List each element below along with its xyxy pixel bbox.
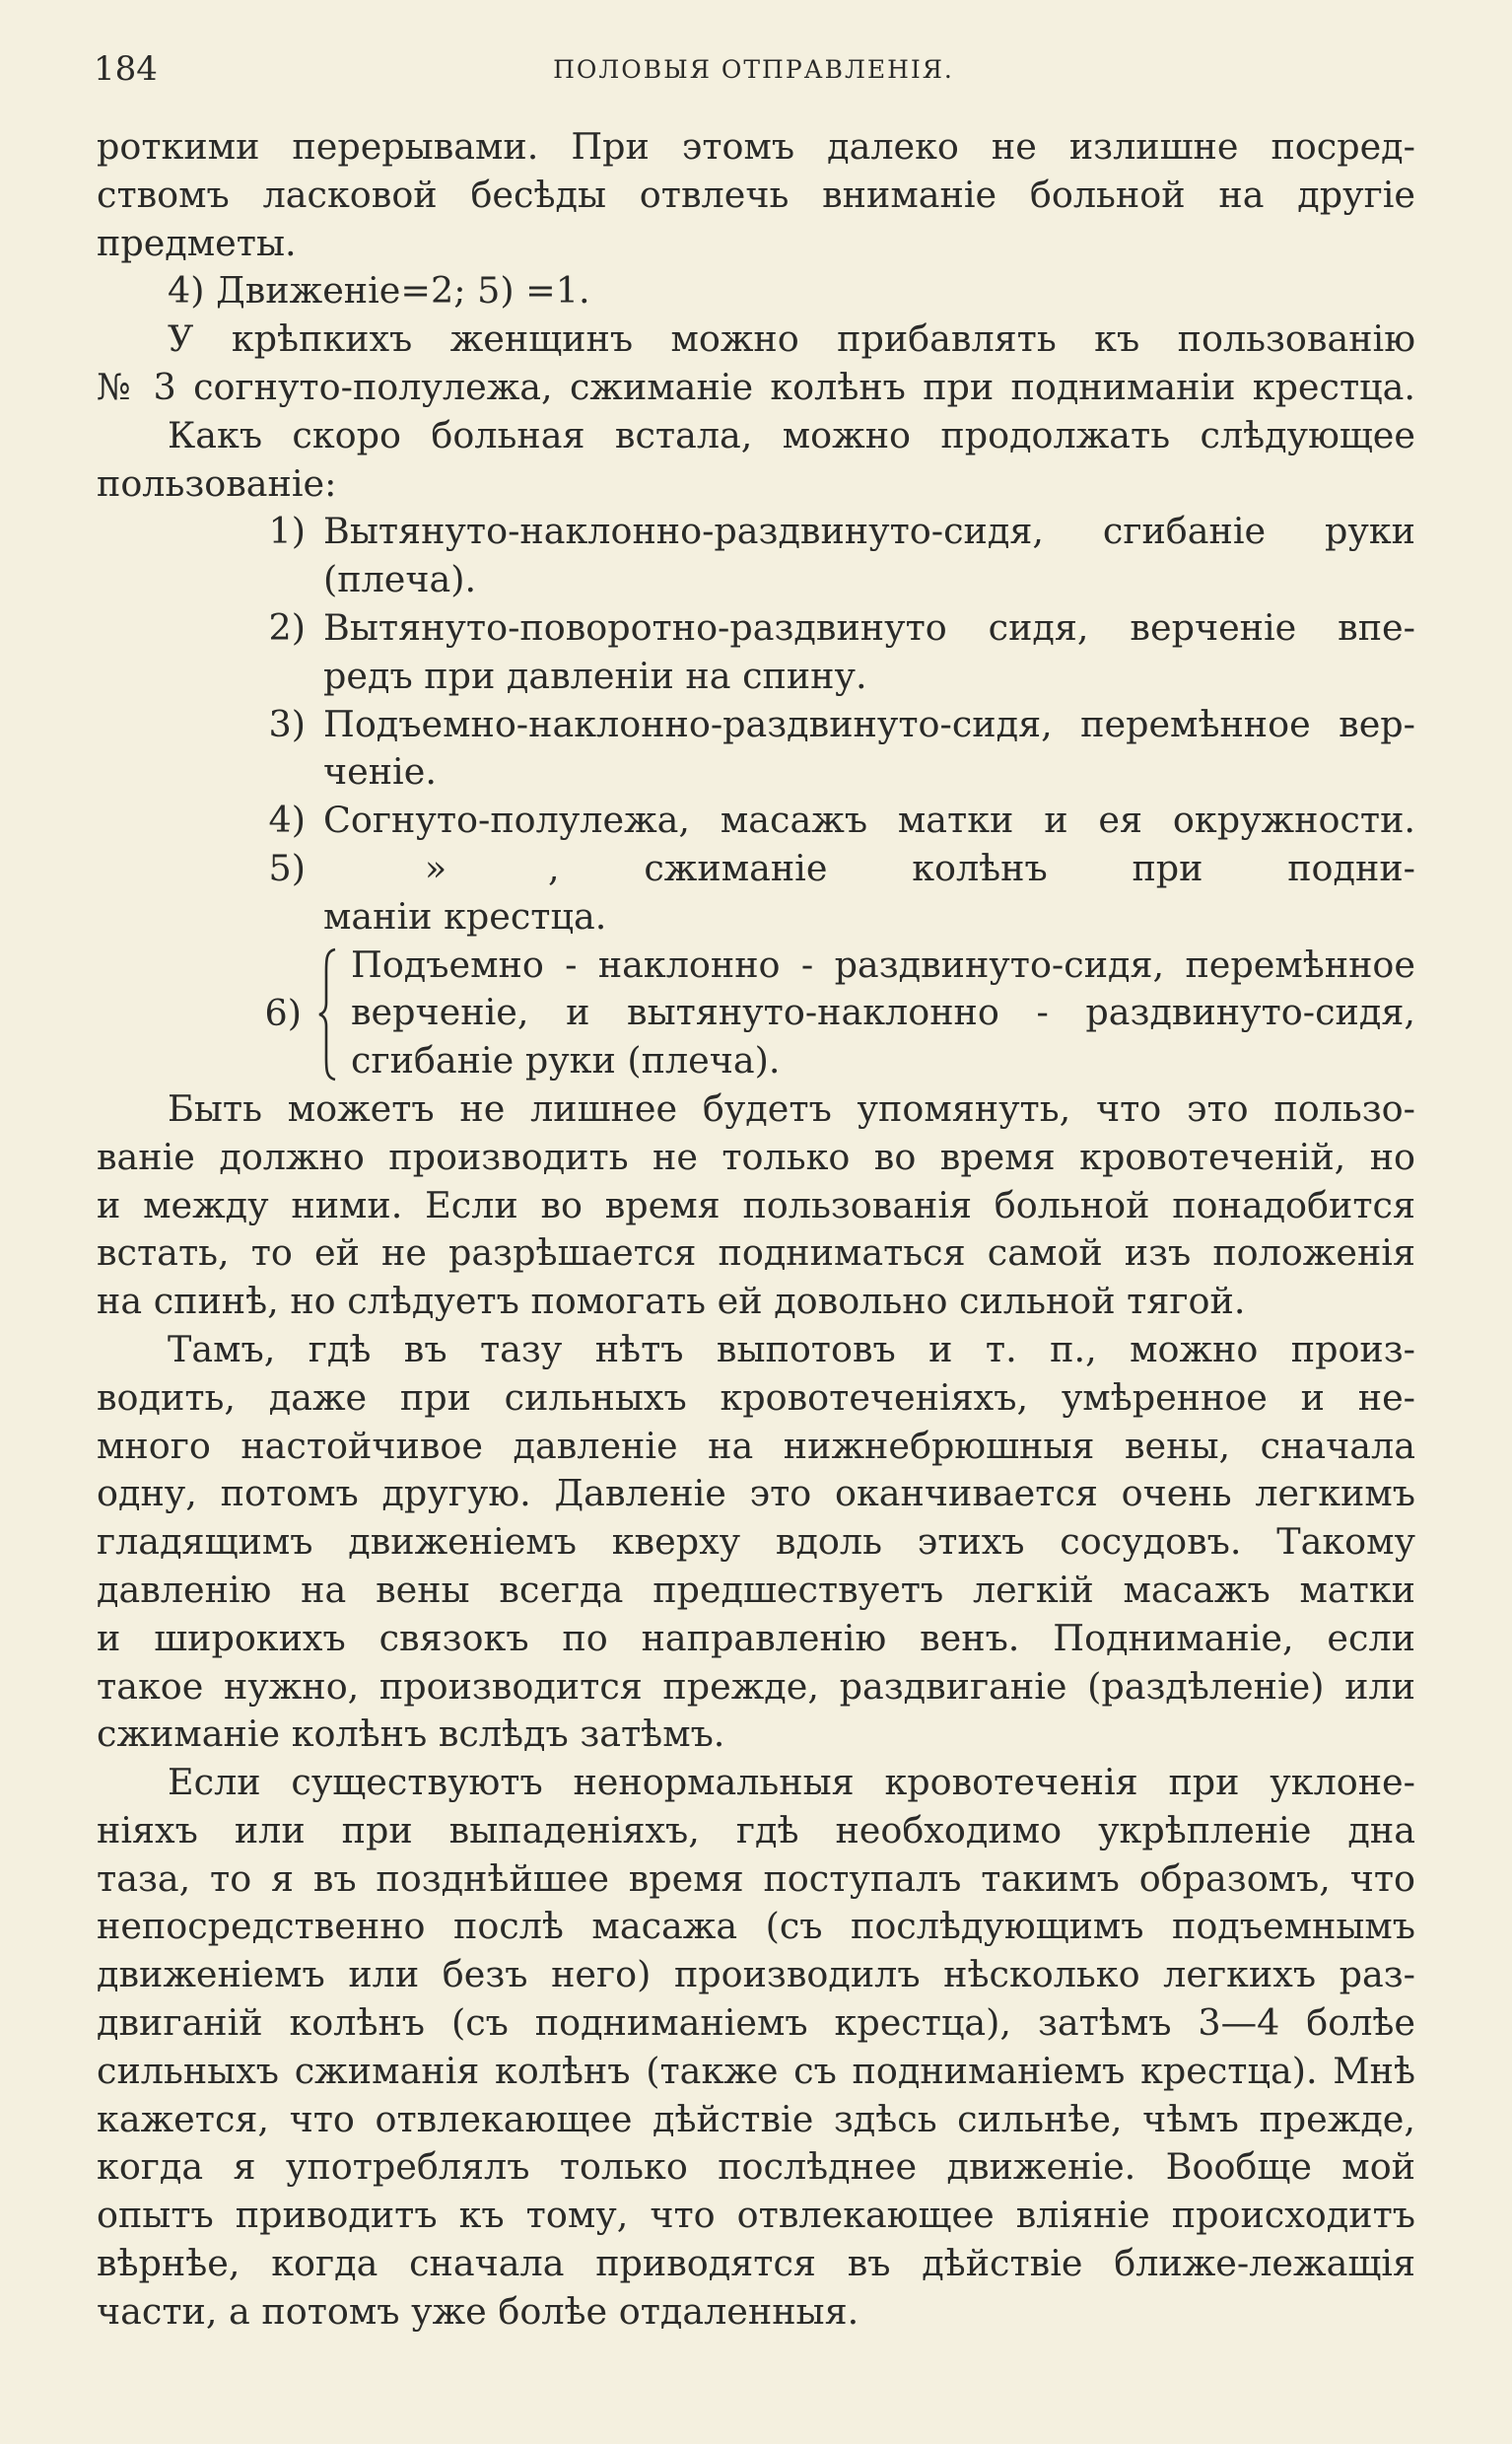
list-item <box>97 797 1415 845</box>
text-line: Если существуютъ ненормальныя кровотеченія при уклоне- <box>168 1761 1415 1804</box>
text-line: на спинѣ, но слѣдуетъ помогать ей довольно сильной тягой. <box>97 1280 1246 1323</box>
text-line: № 3 согнуто-полулежа, сжиманіе колѣнъ при подниманіи крестца. <box>97 365 1415 408</box>
text-line: таза, то я въ позднѣйшее время поступалъ такимъ образомъ, что <box>97 1856 1415 1900</box>
text-line: ваніе должно производить не только во время кровотеченій, но <box>97 1135 1415 1178</box>
list-text: сгибаніе руки (плеча). <box>351 1039 781 1082</box>
text-line: Тамъ, гдѣ въ тазу нѣтъ выпотовъ и т. п., можно произ- <box>168 1327 1415 1370</box>
page-header <box>94 49 1413 95</box>
text-line: опытъ приводитъ къ тому, что отвлекающее вліяніе происходитъ <box>97 2194 1415 2237</box>
page-body <box>97 123 1415 2337</box>
curly-brace-icon <box>317 942 341 1085</box>
text-line: ствомъ ласковой бесѣды отвлечь вниманіе больной на другіе <box>97 173 1415 216</box>
braced-lines <box>341 942 1415 1085</box>
list-text-continued: редъ при давленіи на спину. <box>323 654 867 697</box>
text-line: вѣрнѣе, когда сначала приводятся въ дѣйствіе ближе-лежащія <box>97 2242 1415 2285</box>
list-text-continued: маніи крестца. <box>323 894 607 938</box>
text-line: части, а потомъ уже болѣе отдаленныя. <box>97 2289 859 2333</box>
list-text: Вытянуто-наклонно-раздвинуто-сидя, сгибаніе руки <box>323 510 1415 553</box>
text-line: Быть можетъ не лишнее будетъ упомянуть, что это пользо- <box>168 1086 1415 1130</box>
list-number: 2) <box>268 605 306 649</box>
list-number: 6) <box>264 991 302 1034</box>
text-line: сильныхъ сжиманія колѣнъ (также съ подниманіемъ крестца). Мнѣ <box>97 2049 1415 2092</box>
list-item <box>97 508 1415 556</box>
text-line: ніяхъ или при выпаденіяхъ, гдѣ необходимо укрѣпленіе дна <box>97 1808 1415 1851</box>
list-number: 3) <box>268 702 306 745</box>
list-text: Подъемно-наклонно-раздвинуто-сидя, перемѣнное вер- <box>323 702 1415 745</box>
text-line: такое нужно, производится прежде, раздвиганіе (раздѣленіе) или <box>97 1664 1415 1708</box>
list-number: 4) <box>268 799 306 842</box>
ditto-mark: » <box>424 846 447 889</box>
exercise-list <box>97 508 1415 1085</box>
text-line: Какъ скоро больная встала, можно продолжать слѣдующее <box>168 413 1415 456</box>
text-line: роткими перерывами. При этомъ далеко не излишне посред- <box>97 125 1415 168</box>
text-line: когда я употреблялъ только послѣднее движеніе. Вообще мой <box>97 2145 1415 2189</box>
text-line: предметы. <box>97 221 297 264</box>
list-text-continued: (плеча). <box>323 558 477 601</box>
list-text-continued: ченіе. <box>323 750 437 794</box>
text-line: 4) Движеніе=2; 5) =1. <box>168 269 590 313</box>
text-line: одну, потомъ другую. Давленіе это оканчивается очень легкимъ <box>97 1472 1415 1515</box>
text-line: У крѣпкихъ женщинъ можно прибавлять къ пользованію <box>168 317 1415 361</box>
list-item <box>97 604 1415 653</box>
text-line: водить, даже при сильныхъ кровотеченіяхъ, умѣренное и не- <box>97 1375 1415 1419</box>
running-title: ПОЛОВЫЯ ОТПРАВЛЕНІЯ. <box>553 55 954 84</box>
list-text: Согнуто-полулежа, масажъ матки и ея окружности. <box>323 799 1415 842</box>
list-item-braced <box>97 942 1415 1085</box>
text-line: и между ними. Если во время пользованія больной понадобится <box>97 1183 1415 1226</box>
text-line: много настойчивое давленіе на нижнебрюшныя вены, сначала <box>97 1424 1415 1467</box>
list-text-part: , сжиманіе колѣнъ при подни- <box>548 846 1415 889</box>
text-line: пользованіе: <box>97 461 337 505</box>
text-line: встать, то ей не разрѣшается подниматься самой изъ положенія <box>97 1231 1415 1275</box>
list-text: верченіе, и вытянуто-наклонно - раздвинуто-сидя, <box>351 991 1415 1034</box>
list-text <box>323 845 1415 893</box>
text-line: и широкихъ связокъ по направленію венъ. Подниманіе, если <box>97 1616 1415 1659</box>
page-number: 184 <box>94 49 158 89</box>
text-line: сжиманіе колѣнъ вслѣдъ затѣмъ. <box>97 1712 725 1756</box>
text-line: непосредственно послѣ масажа (съ послѣдующимъ подъемнымъ <box>97 1905 1415 1948</box>
list-text: Подъемно - наклонно - раздвинуто-сидя, перемѣнное <box>351 943 1415 986</box>
text-line: движеніемъ или безъ него) производилъ нѣсколько легкихъ раз- <box>97 1953 1415 1996</box>
list-text: Вытянуто-поворотно-раздвинуто сидя, верченіе впе- <box>323 605 1415 649</box>
list-number: 5) <box>268 846 306 889</box>
list-item <box>97 701 1415 749</box>
text-line: двиганій колѣнъ (съ подниманіемъ крестца), затѣмъ 3—4 болѣе <box>97 2001 1415 2045</box>
list-number: 1) <box>268 510 306 553</box>
text-line: гладящимъ движеніемъ кверху вдоль этихъ сосудовъ. Такому <box>97 1520 1415 1564</box>
text-line: кажется, что отвлекающее дѣйствіе здѣсь сильнѣе, чѣмъ прежде, <box>97 2097 1415 2140</box>
list-item <box>97 845 1415 893</box>
text-line: давленію на вены всегда предшествуетъ легкій масажъ матки <box>97 1568 1415 1611</box>
